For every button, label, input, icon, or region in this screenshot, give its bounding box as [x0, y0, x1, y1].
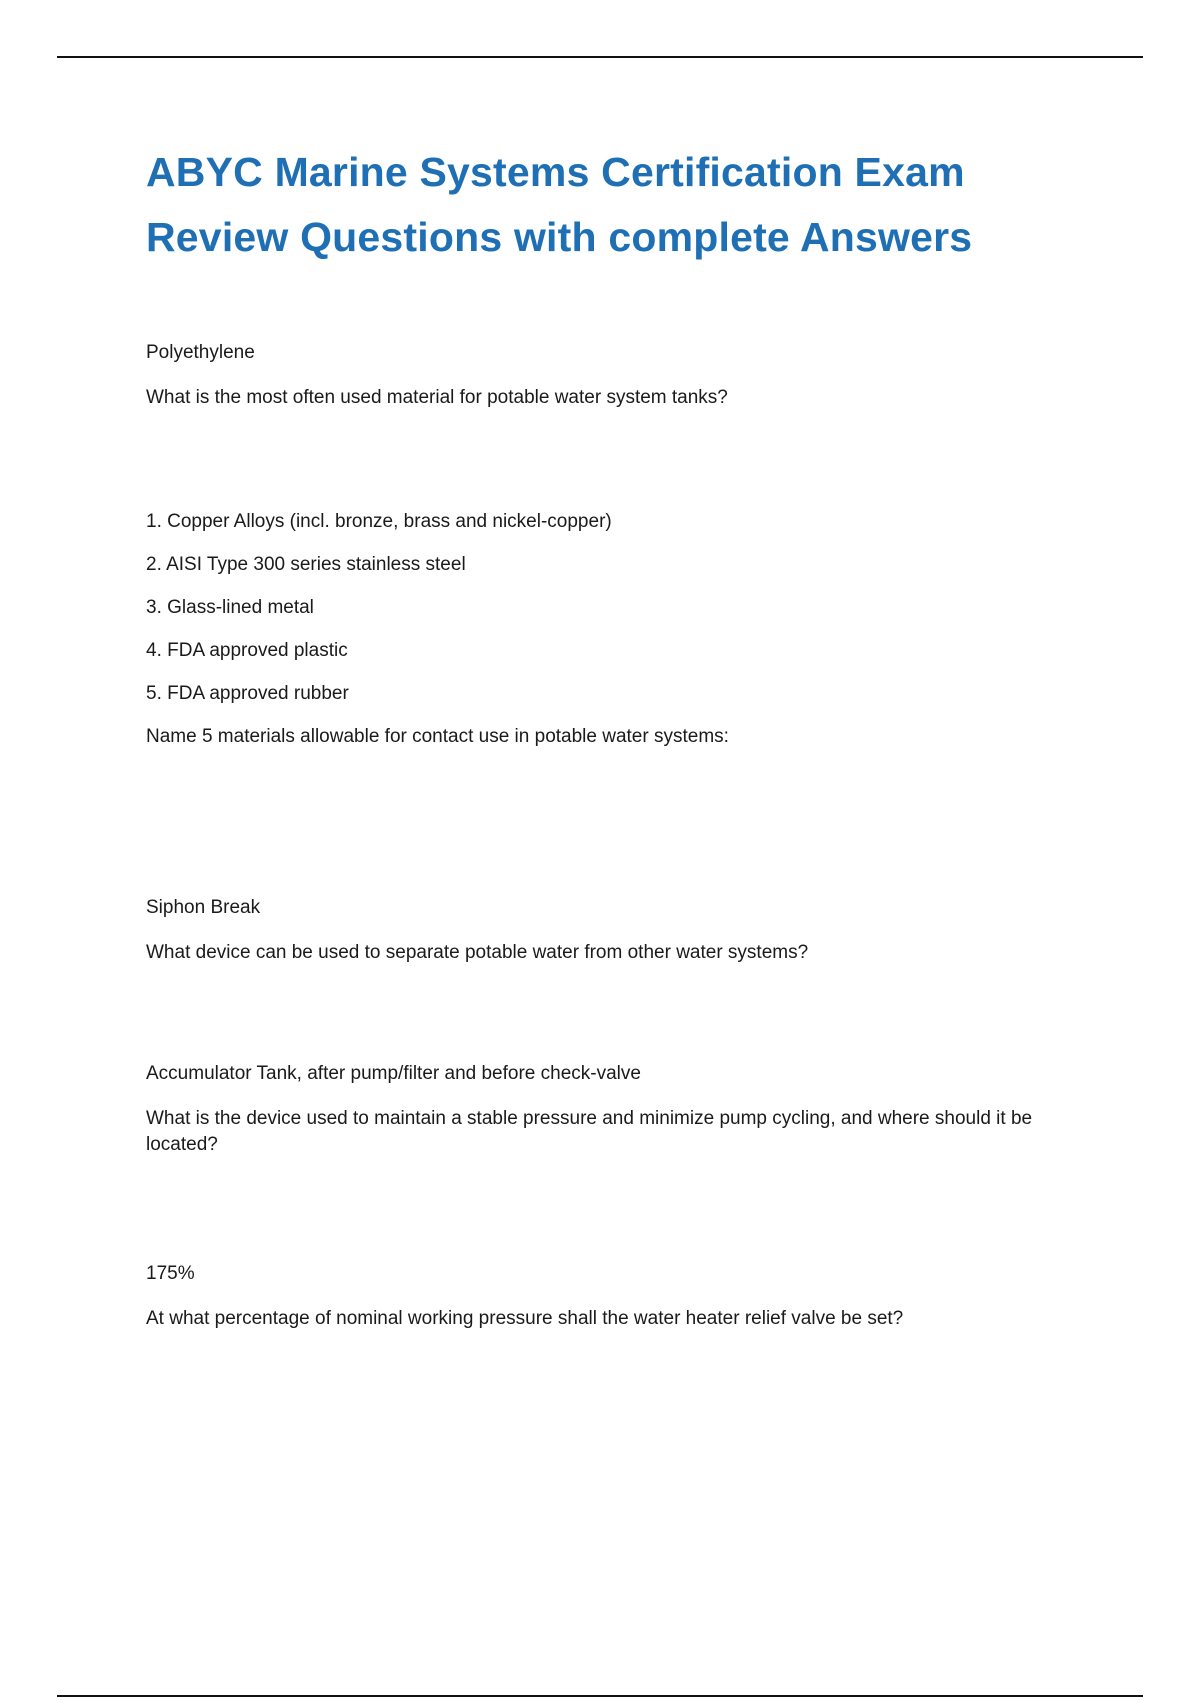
answer-text: Accumulator Tank, after pump/filter and before check-valve: [146, 1063, 641, 1084]
document-title: ABYC Marine Systems Certification Exam Review Questions with complete Answers: [146, 149, 973, 260]
question-text: Name 5 materials allowable for contact use in potable water systems:: [146, 726, 729, 747]
answer-line-2: 2. AISI Type 300 series stainless steel: [146, 554, 466, 575]
qa-card-2: [146, 509, 1086, 750]
answer-text: 175%: [146, 1263, 195, 1284]
answer-line-4: 4. FDA approved plastic: [146, 640, 348, 661]
answer-line-3: 3. Glass-lined metal: [146, 597, 314, 618]
footer-rule: [57, 1695, 1143, 1697]
question-text: What is the most often used material for potable water system tanks?: [146, 387, 728, 408]
answer-line-5: 5. FDA approved rubber: [146, 683, 349, 704]
qa-card-4: [146, 1061, 1086, 1158]
answer-line-1: 1. Copper Alloys (incl. bronze, brass and nickel-copper): [146, 511, 612, 532]
question-text: What is the device used to maintain a stable pressure and minimize pump cycling, and where should it be located?: [146, 1108, 1033, 1155]
qa-card-1: [146, 340, 1086, 411]
answer-text: Polyethylene: [146, 342, 255, 363]
qa-card-3: [146, 895, 1086, 966]
question-text: At what percentage of nominal working pressure shall the water heater relief valve be set?: [146, 1308, 904, 1329]
header-rule: [57, 56, 1143, 58]
document-body: [146, 140, 1086, 1332]
qa-card-5: [146, 1261, 1086, 1332]
answer-text: Siphon Break: [146, 897, 261, 918]
question-text: What device can be used to separate potable water from other water systems?: [146, 942, 809, 963]
